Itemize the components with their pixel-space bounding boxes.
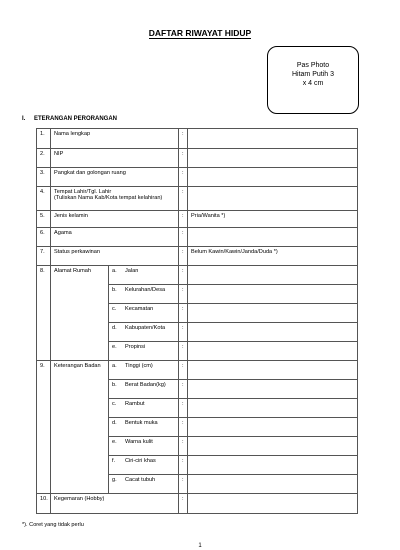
row-colon: : [179,456,188,475]
row-colon: : [179,361,188,380]
row-value-field[interactable]: Pria/Wanita *) [188,211,358,228]
table-row [37,149,358,168]
row-colon: : [179,380,188,399]
address-group-label: Alamat Rumah [51,266,109,361]
sub-row-letter: b. [112,382,117,388]
row-label: Kegemaran (Hobby) [51,494,179,514]
row-value-field[interactable] [188,361,358,380]
row-value-field[interactable] [188,399,358,418]
table-row [37,494,358,514]
row-number: 8. [37,266,51,361]
row-number: 7. [37,247,51,266]
row-colon: : [179,211,188,228]
sub-row-label [109,399,179,418]
row-value-field[interactable] [188,168,358,187]
document-title-text: DAFTAR RIWAYAT HIDUP [148,28,252,38]
row-value-field[interactable] [188,418,358,437]
table-row [37,187,358,211]
sub-row-text: Cacat tubuh [125,477,156,483]
sub-row-label [109,323,179,342]
photo-label-line-2: Hitam Putih 3 [291,71,335,78]
row-label: NIP [51,149,179,168]
row-colon: : [179,418,188,437]
row-value-field[interactable] [188,285,358,304]
row-value-field[interactable] [188,304,358,323]
photo-label-line-3: x 4 cm [302,80,324,87]
row-number: 2. [37,149,51,168]
document-title [0,28,400,38]
row-number: 10. [37,494,51,514]
table-row [37,247,358,266]
row-colon: : [179,187,188,211]
row-colon: : [179,228,188,247]
row-number: 6. [37,228,51,247]
sub-row-letter: e. [112,439,117,445]
sub-row-text: Kabupaten/Kota [125,325,166,331]
row-colon: : [179,168,188,187]
row-value-field[interactable] [188,149,358,168]
sub-row-text: Berat Badan(kg) [125,382,166,388]
page-number: 1 [198,543,202,549]
row-colon: : [179,342,188,361]
row-colon: : [179,475,188,494]
row-value-field[interactable] [188,323,358,342]
row-number: 5. [37,211,51,228]
row-value-field[interactable] [188,187,358,211]
photo-placeholder-box [267,46,359,114]
sub-row-letter: d. [112,325,117,331]
row-value-field[interactable] [188,380,358,399]
row-label: Nama lengkap [51,129,179,149]
row-colon: : [179,304,188,323]
row-colon: : [179,285,188,304]
sub-row-text: Kelurahan/Desa [125,287,166,293]
row-label-cell [51,187,179,211]
row-value-field[interactable] [188,129,358,149]
row-number: 3. [37,168,51,187]
sub-row-letter: e. [112,344,117,350]
row-value-field[interactable] [188,456,358,475]
sub-row-letter: a. [112,268,117,274]
row-colon: : [179,399,188,418]
row-value-field[interactable] [188,437,358,456]
section-title: ETERANGAN PERORANGAN [34,116,118,122]
sub-row-text: Jalan [125,268,139,274]
row-colon: : [179,129,188,149]
table-row [37,211,358,228]
sub-row-letter: c. [112,401,117,407]
row-label: Agama [51,228,179,247]
row-value-field[interactable] [188,342,358,361]
table-row [37,168,358,187]
sub-row-label [109,380,179,399]
sub-row-letter: d. [112,420,117,426]
row-value-field[interactable] [188,266,358,285]
row-colon: : [179,494,188,514]
sub-row-label [109,437,179,456]
sub-row-text: Ciri-ciri khas [125,458,156,464]
sub-row-text: Bentuk muka [125,420,158,426]
body-group-label: Keterangan Badan [51,361,109,494]
sub-row-label [109,418,179,437]
sub-row-text: Kecamatan [125,306,154,312]
row-colon: : [179,266,188,285]
sub-row-text: Propinsi [125,344,146,350]
sub-row-label [109,456,179,475]
row-number: 9. [37,361,51,494]
row-colon: : [179,247,188,266]
sub-row-label [109,361,179,380]
sub-row-letter: b. [112,287,117,293]
row-colon: : [179,437,188,456]
photo-label-line-1: Pas Photo [296,62,330,69]
table-row [37,266,358,285]
table-row [37,129,358,149]
sub-row-label [109,342,179,361]
row-value-field[interactable] [188,494,358,514]
row-label: Jenis kelamin [51,211,179,228]
section-heading [22,116,117,122]
sub-row-label [109,266,179,285]
sub-row-text: Tinggi (cm) [125,363,153,369]
personal-data-table [36,128,358,514]
sub-row-letter: a. [112,363,117,369]
row-label-note: (Tuliskan Nama Kab/Kota tempat kelahiran) [54,195,163,202]
sub-row-label [109,475,179,494]
sub-row-letter: c. [112,306,117,312]
sub-row-text: Rambut [125,401,145,407]
row-label: Status perkawinan [51,247,179,266]
row-value-field[interactable] [188,228,358,247]
sub-row-letter: g. [112,477,117,483]
row-colon: : [179,323,188,342]
row-value-field[interactable] [188,475,358,494]
sub-row-text: Warna kulit [125,439,153,445]
section-number: I. [22,116,26,122]
row-number: 4. [37,187,51,211]
sub-row-label [109,304,179,323]
sub-row-letter: f. [112,458,116,464]
row-label: Pangkat dan golongan ruang [51,168,179,187]
row-label: Tempat Lahir/Tgl. Lahir [54,189,112,195]
sub-row-label [109,285,179,304]
table-row [37,228,358,247]
table-row [37,361,358,380]
row-colon: : [179,149,188,168]
row-number: 1. [37,129,51,149]
footnote: *). Coret yang tidak perlu [22,522,84,528]
row-value-field[interactable]: Belum Kawin/Kawin/Janda/Duda *) [188,247,358,266]
